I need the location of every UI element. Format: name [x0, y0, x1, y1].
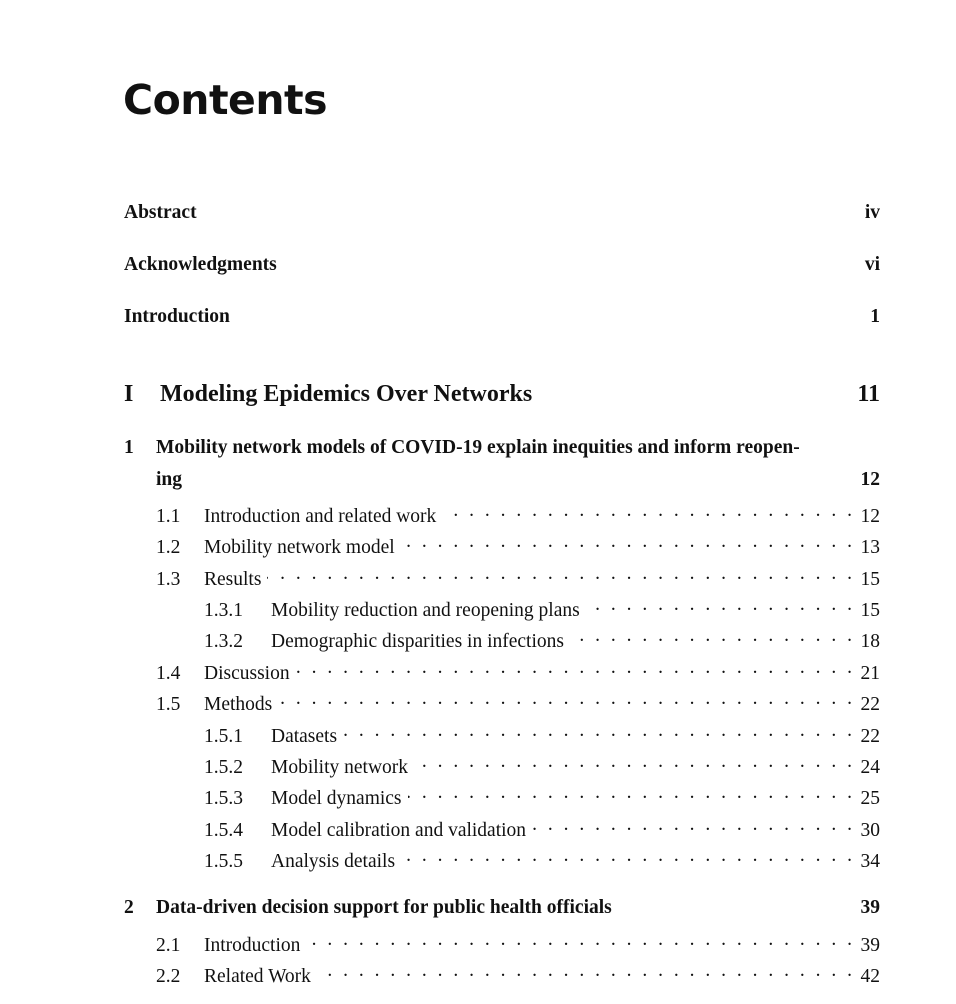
section-page: 12: [860, 506, 880, 527]
leader-dots: [278, 688, 852, 710]
subsection-label: Mobility network: [271, 757, 409, 778]
toc-section[interactable]: [156, 563, 880, 591]
subsection-label: Model calibration and validation: [271, 820, 527, 841]
section-label: Related Work: [204, 966, 311, 987]
leader-dots: [442, 500, 852, 522]
subsection-number: 1.5.2: [204, 757, 243, 778]
leader-dots: [296, 657, 852, 679]
subsection-label: Datasets: [271, 726, 338, 747]
toc-subsection[interactable]: [204, 625, 880, 653]
leader-dots: [306, 929, 852, 951]
entry-page: 1: [870, 306, 880, 327]
toc-subsection[interactable]: [204, 594, 880, 622]
chapter-label-line2: ing: [156, 469, 183, 490]
subsection-page: 34: [860, 851, 880, 872]
section-page: 39: [860, 935, 880, 956]
toc-chapter-2[interactable]: [124, 897, 880, 919]
entry-page: vi: [864, 254, 880, 275]
subsection-number: 1.5.4: [204, 820, 243, 841]
subsection-label: Model dynamics: [271, 788, 402, 809]
chapter-page: 39: [860, 897, 880, 918]
toc-subsection[interactable]: [204, 814, 880, 842]
toc-section[interactable]: [156, 500, 880, 528]
section-label: Discussion: [204, 663, 290, 684]
section-number: 1.5: [156, 694, 181, 715]
toc-subsection[interactable]: [204, 845, 880, 873]
section-number: 2.2: [156, 966, 181, 987]
subsection-page: 30: [860, 820, 880, 841]
section-number: 1.3: [156, 569, 181, 590]
subsection-number: 1.5.3: [204, 788, 243, 809]
leader-dots: [414, 751, 852, 773]
entry-page: iv: [864, 202, 880, 223]
subsection-number: 1.3.2: [204, 631, 243, 652]
toc-section[interactable]: [156, 531, 880, 559]
section-label: Methods: [204, 694, 273, 715]
subsection-page: 18: [860, 631, 880, 652]
entry-label: Abstract: [124, 202, 197, 223]
section-page: 13: [860, 537, 880, 558]
section-page: 21: [860, 663, 880, 684]
leader-dots: [532, 814, 852, 836]
toc-section[interactable]: [156, 688, 880, 716]
section-label: Results: [204, 569, 262, 590]
section-number: 1.4: [156, 663, 181, 684]
part-page: 11: [857, 381, 880, 407]
leader-dots: [343, 720, 852, 742]
subsection-label: Mobility reduction and reopening plans: [271, 600, 580, 621]
section-page: 15: [860, 569, 880, 590]
section-number: 1.2: [156, 537, 181, 558]
entry-label: Introduction: [124, 306, 230, 327]
section-page: 42: [860, 966, 880, 987]
toc-entry-acknowledgments[interactable]: [124, 254, 880, 276]
leader-dots: [401, 845, 852, 867]
toc-section[interactable]: [156, 929, 880, 957]
subsection-page: 25: [860, 788, 880, 809]
part-number: I: [124, 381, 134, 407]
leader-dots: [317, 960, 852, 982]
toc-entry-abstract[interactable]: [124, 202, 880, 224]
section-label: Mobility network model: [204, 537, 395, 558]
toc-section[interactable]: [156, 657, 880, 685]
leader-dots: [408, 782, 852, 804]
toc-chapter-1[interactable]: [124, 437, 880, 459]
subsection-label: Demographic disparities in infections: [271, 631, 564, 652]
leader-dots: [267, 563, 852, 585]
leader-dots: [401, 531, 852, 553]
subsection-page: 24: [860, 757, 880, 778]
subsection-label: Analysis details: [271, 851, 396, 872]
toc-chapter-1-continued[interactable]: [156, 469, 880, 491]
toc-section[interactable]: [156, 960, 880, 988]
toc-part-1[interactable]: [124, 381, 880, 408]
page-title: Contents: [123, 76, 328, 124]
leader-dots: [570, 625, 852, 647]
toc-subsection[interactable]: [204, 751, 880, 779]
toc-subsection[interactable]: [204, 782, 880, 810]
section-label: Introduction: [204, 935, 301, 956]
toc-entry-introduction[interactable]: [124, 306, 880, 328]
chapter-label-line1: Mobility network models of COVID-19 explain inequities and inform reopen-: [156, 437, 800, 458]
chapter-page: 12: [860, 469, 880, 490]
section-label: Introduction and related work: [204, 506, 437, 527]
section-number: 1.1: [156, 506, 181, 527]
chapter-number: 1: [124, 437, 134, 458]
part-label: Modeling Epidemics Over Networks: [160, 381, 533, 407]
subsection-number: 1.3.1: [204, 600, 243, 621]
subsection-page: 22: [860, 726, 880, 747]
subsection-number: 1.5.5: [204, 851, 243, 872]
section-number: 2.1: [156, 935, 181, 956]
subsection-number: 1.5.1: [204, 726, 243, 747]
leader-dots: [586, 594, 852, 616]
chapter-label: Data-driven decision support for public health officials: [156, 897, 612, 918]
subsection-page: 15: [860, 600, 880, 621]
chapter-number: 2: [124, 897, 134, 918]
entry-label: Acknowledgments: [124, 254, 277, 275]
toc-subsection[interactable]: [204, 720, 880, 748]
section-page: 22: [860, 694, 880, 715]
